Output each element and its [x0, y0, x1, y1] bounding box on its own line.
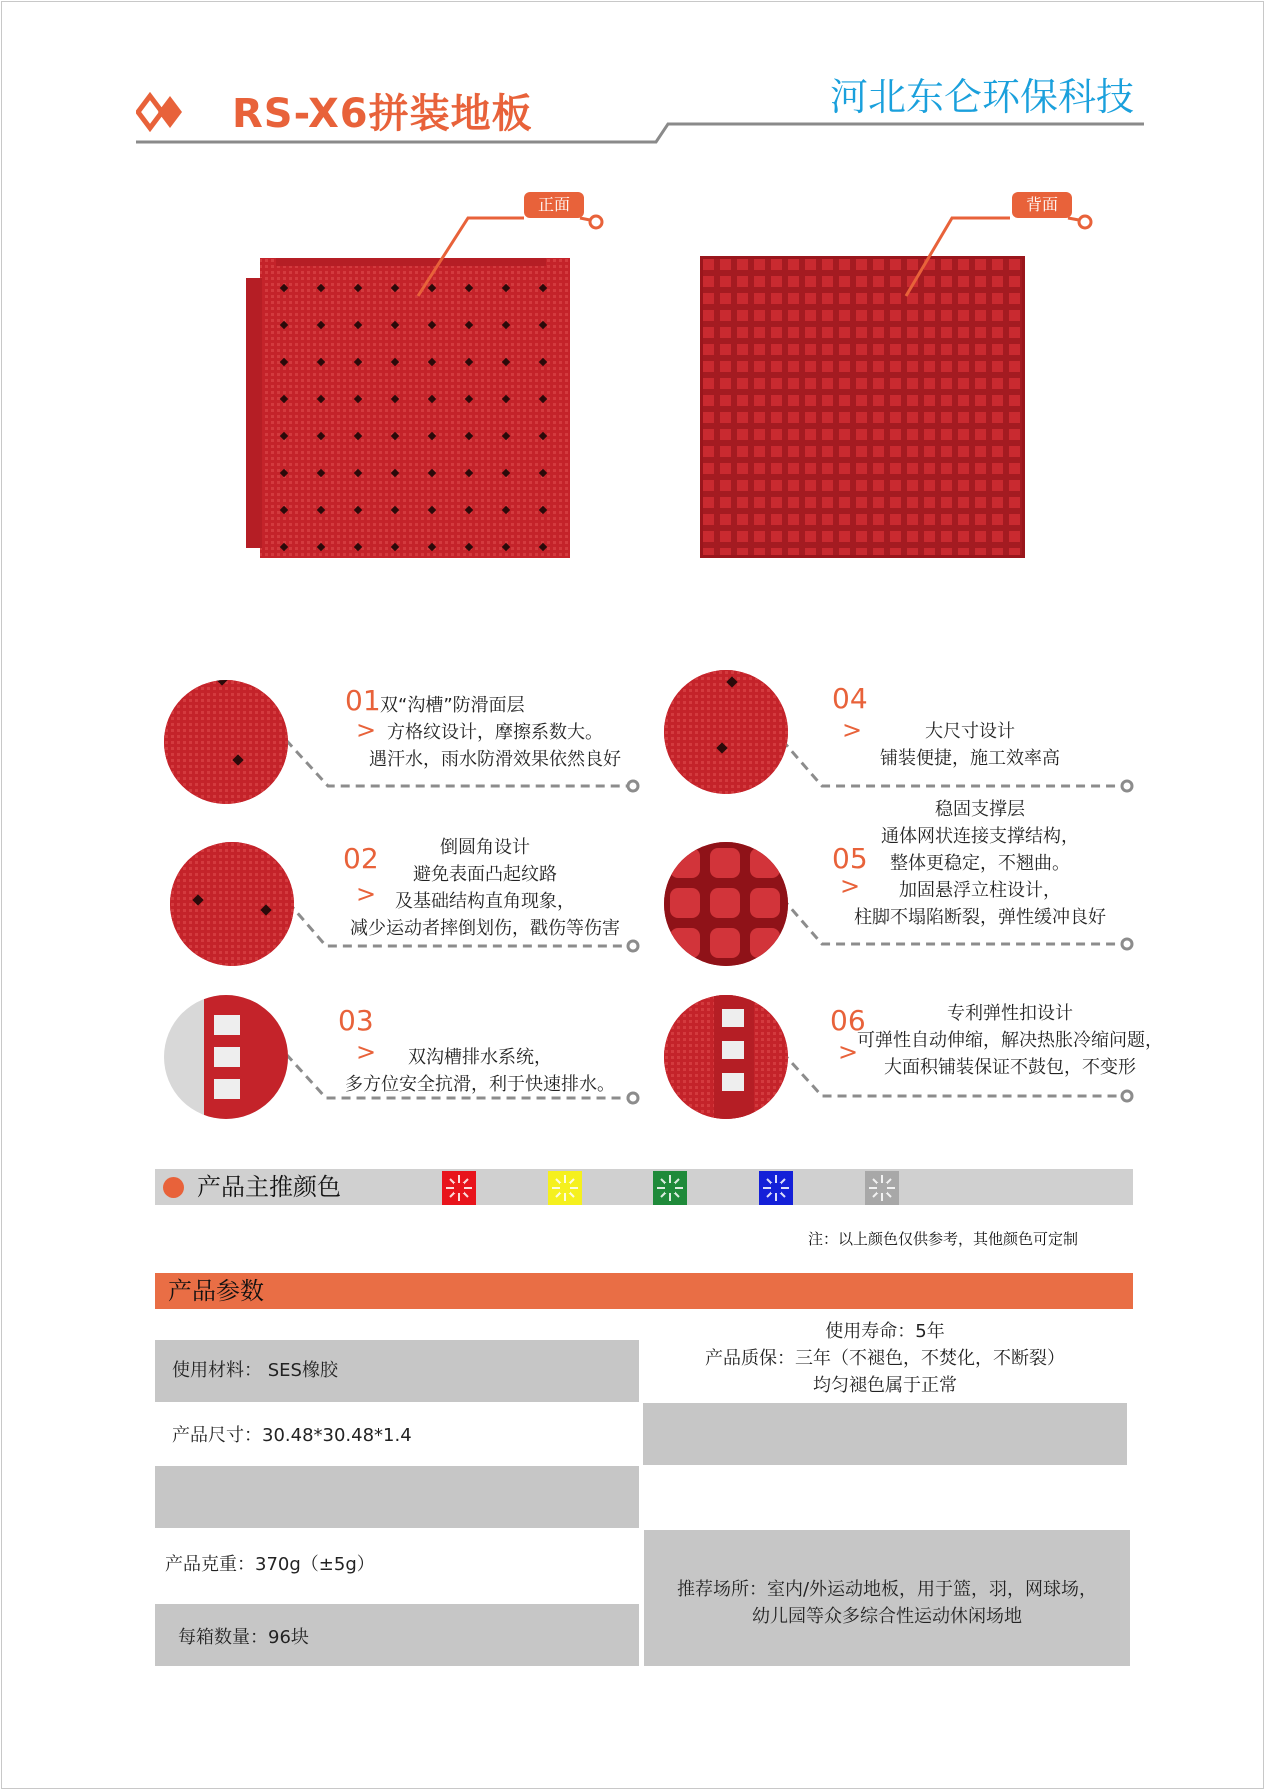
front-label: 正面: [524, 192, 584, 218]
feature-03-number: 03: [338, 1004, 374, 1037]
param-empty-cell: [155, 1466, 639, 1528]
back-label: 背面: [1012, 192, 1072, 218]
feature-02-number: 02: [343, 842, 379, 875]
param-usage: [644, 1576, 1130, 1630]
feature-04-number: 04: [832, 682, 868, 715]
feature-01-number: 01: [345, 684, 381, 717]
param-size: 产品尺寸：30.48*30.48*1.4: [172, 1425, 412, 1446]
feature-05-line-2: 通体网状连接支撑结构，: [881, 826, 1079, 847]
feature-03-text: [330, 1044, 630, 1098]
feature-02-line-1: 倒圆角设计: [440, 837, 530, 858]
bullet-dot-icon: [163, 1177, 184, 1198]
feature-05-text: [830, 796, 1130, 931]
feature-04-line-2: 铺装便捷，施工效率高: [880, 748, 1060, 769]
colors-title: 产品主推颜色: [197, 1173, 341, 1201]
feature-01-image: [164, 680, 288, 804]
feature-05-arrow-icon: >: [840, 872, 861, 900]
feature-02-image: [170, 842, 294, 966]
feature-06-line-1: 专利弹性扣设计: [947, 1003, 1073, 1024]
feature-05-line-4: 加固悬浮立柱设计，: [899, 880, 1061, 901]
feature-04-line-1: 大尺寸设计: [925, 721, 1015, 742]
color-swatch-green[interactable]: [653, 1171, 687, 1205]
param-warranty-line-3: 均匀褪色属于正常: [813, 1375, 957, 1396]
param-empty-cell-right: [643, 1403, 1127, 1465]
feature-04-arrow-icon: >: [842, 716, 863, 744]
feature-02-line-3: 及基础结构直角现象，: [395, 891, 575, 912]
product-back-image: [700, 256, 1025, 558]
feature-06-text: [840, 1000, 1180, 1081]
colors-note: 注：以上颜色仅供参考，其他颜色可定制: [808, 1230, 1079, 1248]
feature-06-number: 06: [830, 1004, 866, 1037]
params-header-bar: [155, 1273, 1133, 1309]
color-swatch-red[interactable]: [442, 1171, 476, 1205]
feature-06-line-2: 可弹性自动伸缩，解决热胀冷缩问题，: [857, 1030, 1163, 1051]
param-warranty: [645, 1318, 1125, 1399]
feature-05-line-5: 柱脚不塌陷断裂，弹性缓冲良好: [854, 907, 1106, 928]
feature-03-line-1: 双沟槽排水系统，: [408, 1047, 552, 1068]
feature-06-line-3: 大面积铺装保证不鼓包，不变形: [884, 1057, 1136, 1078]
feature-04-image: [664, 670, 788, 794]
param-warranty-line-2: 产品质保：三年（不褪色，不焚化，不断裂）: [705, 1348, 1065, 1369]
param-weight: 产品克重：370g（±5g）: [165, 1554, 375, 1575]
page-title: RS-X6拼装地板: [232, 91, 533, 137]
param-usage-line-2: 幼儿园等众多综合性运动休闲场地: [752, 1606, 1022, 1627]
feature-04-text: [830, 718, 1110, 772]
feature-06-image: [664, 995, 788, 1119]
param-quantity: 每箱数量：96块: [178, 1627, 309, 1648]
feature-05-line-3: 整体更稳定，不翘曲。: [890, 853, 1070, 874]
params-title: 产品参数: [168, 1277, 264, 1305]
color-swatch-blue[interactable]: [759, 1171, 793, 1205]
feature-01-line-3: 遇汗水，雨水防滑效果依然良好: [369, 749, 621, 770]
feature-01-line-1: 双“沟槽”防滑面层: [380, 695, 525, 716]
product-front-image: [246, 258, 584, 558]
feature-03-arrow-icon: >: [356, 1038, 377, 1066]
color-swatch-gray[interactable]: [865, 1171, 899, 1205]
feature-01-arrow-icon: >: [356, 716, 377, 744]
feature-03-line-2: 多方位安全抗滑，利于快速排水。: [345, 1074, 615, 1095]
feature-05-line-1: 稳固支撑层: [935, 799, 1025, 820]
param-usage-line-1: 推荐场所：室内/外运动地板，用于篮，羽，网球场，: [676, 1579, 1098, 1600]
feature-01-text: [350, 692, 640, 773]
header-rule: [136, 110, 1144, 150]
feature-05-image: [664, 842, 788, 966]
company-name: 河北东仑环保科技: [830, 75, 1135, 119]
feature-01-line-2: 方格纹设计，摩擦系数大。: [387, 722, 603, 743]
feature-02-arrow-icon: >: [356, 880, 377, 908]
feature-05-number: 05: [832, 842, 868, 875]
color-swatch-yellow[interactable]: [548, 1171, 582, 1205]
param-material: 使用材料： SES橡胶: [172, 1360, 338, 1381]
feature-02-text: [330, 834, 640, 942]
param-warranty-line-1: 使用寿命：5年: [825, 1321, 945, 1342]
feature-03-image: [164, 995, 288, 1119]
feature-02-line-4: 减少运动者摔倒划伤，戳伤等伤害: [350, 918, 620, 939]
feature-02-line-2: 避免表面凸起纹路: [413, 864, 557, 885]
feature-06-arrow-icon: >: [838, 1038, 859, 1066]
